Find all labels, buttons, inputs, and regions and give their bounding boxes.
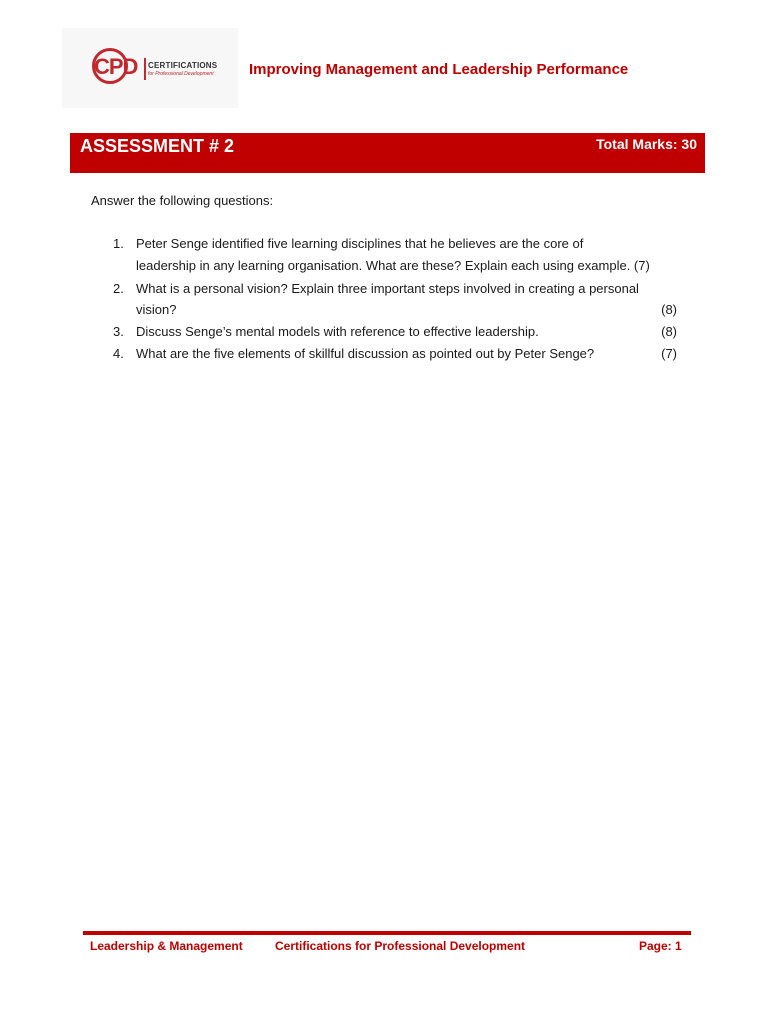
question-marks: (8) [661, 324, 677, 339]
total-marks: Total Marks: 30 [596, 136, 697, 152]
question-marks: (8) [661, 302, 677, 317]
logo-text: CERTIFICATIONS [148, 61, 218, 70]
question-text-line: leadership in any learning organisation. What are these? Explain each using example. (7) [136, 258, 650, 273]
question-text-line: Peter Senge identified five learning disciplines that he believes are the core of [136, 236, 584, 251]
logo [62, 28, 238, 108]
footer-organisation: Certifications for Professional Development [275, 939, 526, 953]
question-text-line: vision? [136, 302, 177, 317]
question-text-line: What are the five elements of skillful discussion as pointed out by Peter Senge? [136, 346, 595, 361]
question-number: 4. [113, 346, 124, 361]
question-text-line: What is a personal vision? Explain three important steps involved in creating a personal [136, 281, 639, 296]
logo-mark: CPD [94, 54, 138, 79]
page-number: Page: 1 [639, 939, 682, 953]
question-marks: (7) [661, 346, 677, 361]
logo-tagline: for Professional Development [148, 71, 214, 77]
logo-divider [144, 58, 146, 80]
assessment-banner [70, 133, 705, 173]
instructions: Answer the following questions: [91, 193, 274, 208]
footer-divider [83, 931, 691, 935]
question-text-line: Discuss Senge’s mental models with reference to effective leadership. [136, 324, 539, 339]
question-number: 1. [113, 236, 124, 251]
question-number: 2. [113, 281, 124, 296]
assessment-title: ASSESSMENT # 2 [80, 136, 235, 156]
question-number: 3. [113, 324, 124, 339]
footer-course: Leadership & Management [90, 939, 243, 953]
document-title: Improving Management and Leadership Performance [249, 61, 629, 78]
